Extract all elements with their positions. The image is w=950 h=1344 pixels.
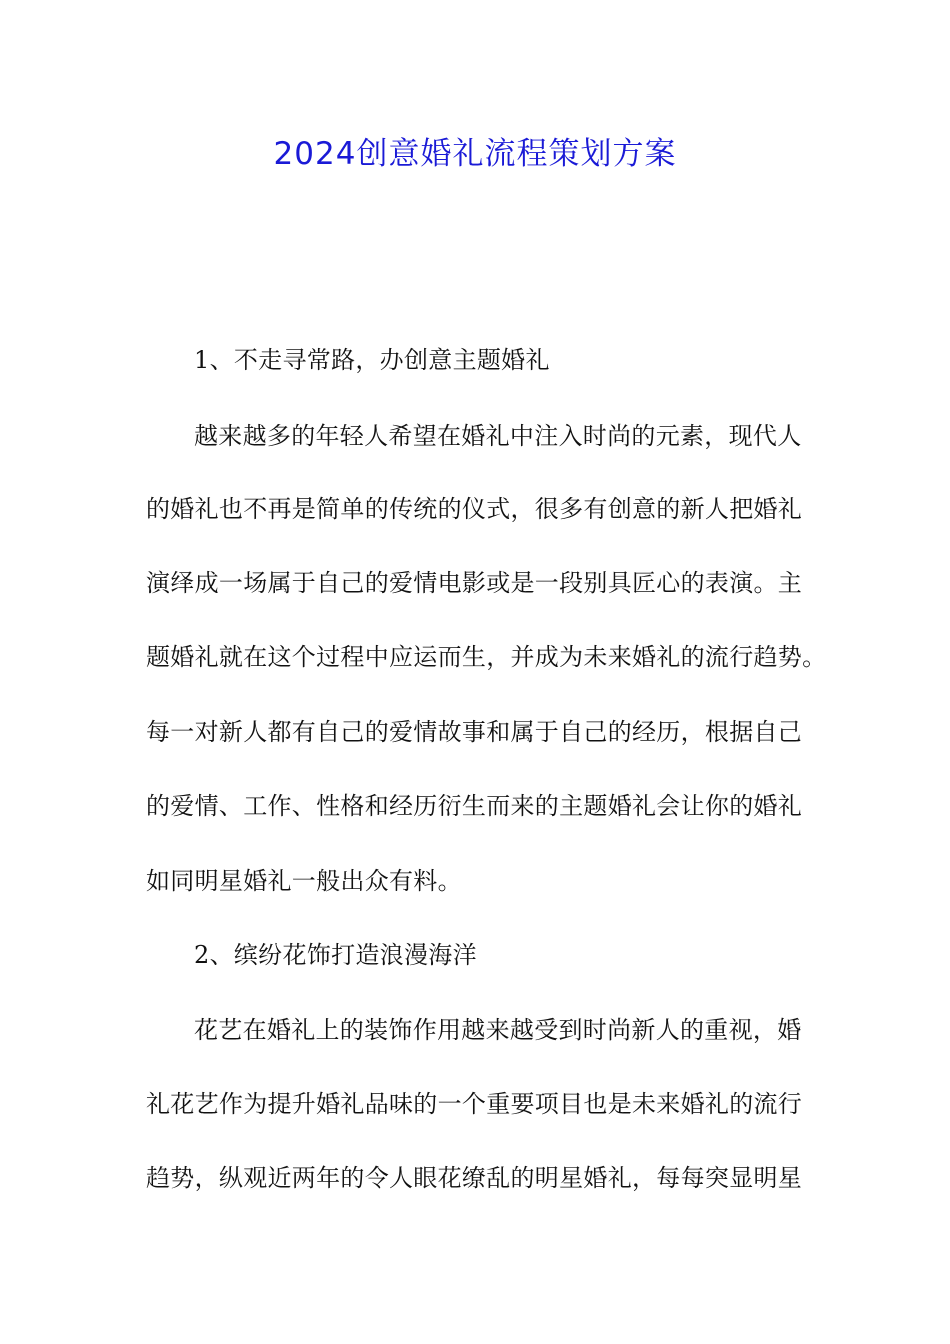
section-heading-2: 2、缤纷花饰打造浪漫海洋 (194, 941, 477, 969)
paragraph-line: 越来越多的年轻人希望在婚礼中注入时尚的元素，现代人 (194, 422, 802, 450)
paragraph-line: 演绎成一场属于自己的爱情电影或是一段别具匠心的表演。主 (146, 569, 803, 597)
paragraph-line: 的爱情、工作、性格和经历衍生而来的主题婚礼会让你的婚礼 (146, 792, 803, 820)
paragraph-line: 花艺在婚礼上的装饰作用越来越受到时尚新人的重视，婚 (194, 1016, 802, 1044)
paragraph-line: 礼花艺作为提升婚礼品味的一个重要项目也是未来婚礼的流行 (146, 1090, 803, 1118)
document-title: 2024创意婚礼流程策划方案 (273, 136, 677, 172)
paragraph-line: 每一对新人都有自己的爱情故事和属于自己的经历，根据自己 (146, 718, 803, 746)
paragraph-line: 的婚礼也不再是简单的传统的仪式，很多有创意的新人把婚礼 (146, 495, 803, 523)
paragraph-line: 如同明星婚礼一般出众有料。 (146, 867, 462, 895)
paragraph-line: 题婚礼就在这个过程中应运而生，并成为未来婚礼的流行趋势。 (146, 643, 827, 671)
section-heading-1: 1、不走寻常路，办创意主题婚礼 (194, 346, 550, 374)
paragraph-line: 趋势，纵观近两年的令人眼花缭乱的明星婚礼，每每突显明星 (146, 1164, 803, 1192)
